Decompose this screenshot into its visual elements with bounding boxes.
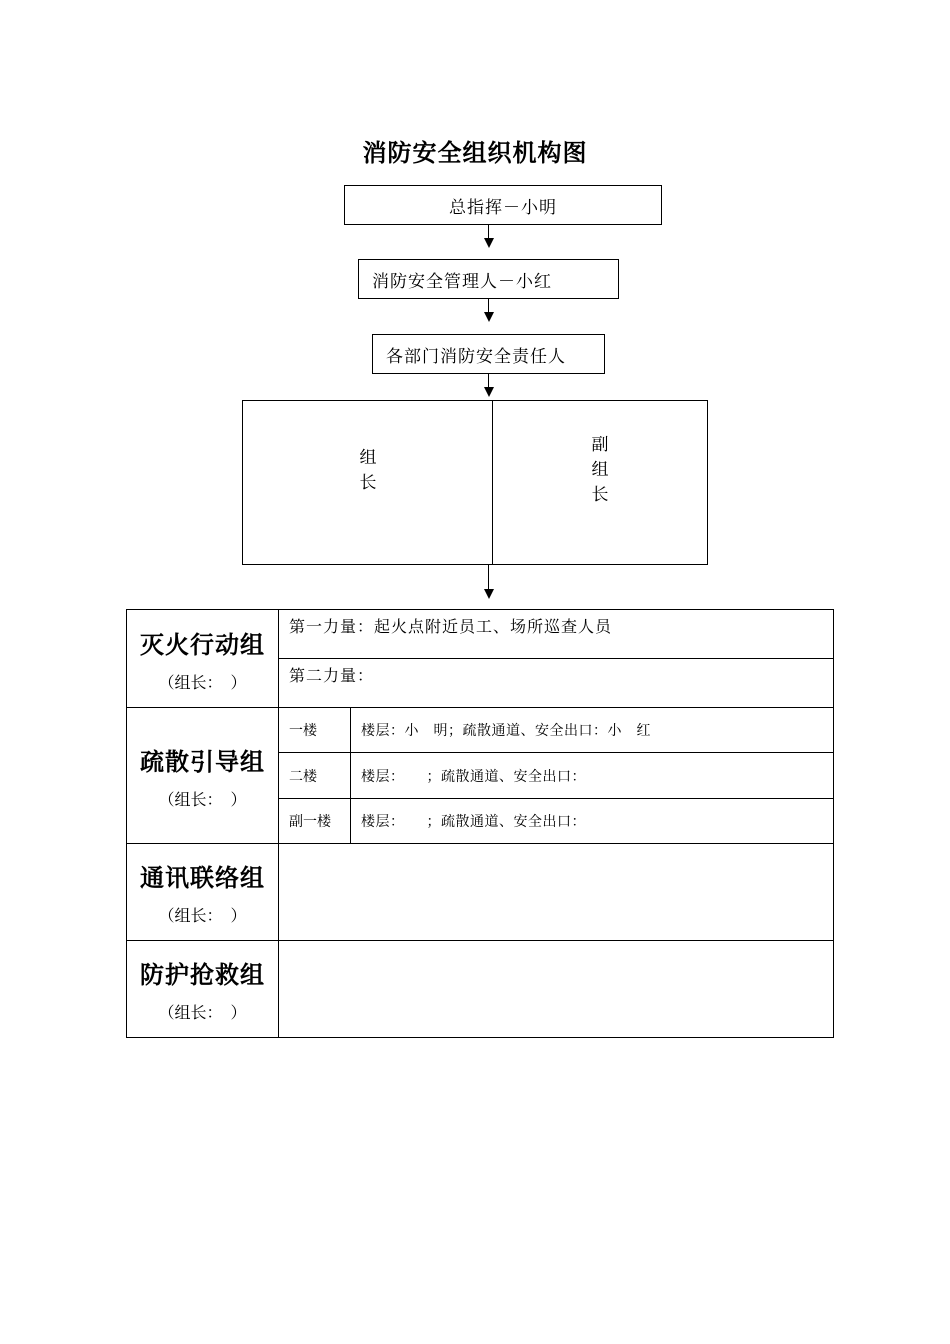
comm-group-name: 通讯联络组 (140, 863, 265, 892)
safety-manager-label: 消防安全管理人－小红 (372, 271, 552, 292)
arrow-down-icon (484, 387, 494, 397)
commander-label: 总指挥－小明 (449, 197, 557, 218)
rescue-group-content (279, 941, 834, 1038)
fire-group-name: 灭火行动组 (140, 629, 265, 659)
safety-manager-box (358, 259, 619, 299)
groups-table (126, 609, 834, 1038)
floor-assignment-cell: 楼层： ；疏散通道、安全出口： (351, 753, 834, 799)
deputy-leader-label (588, 433, 612, 508)
leaders-box (242, 400, 708, 565)
floor-assignment-cell: 楼层：小 明；疏散通道、安全出口：小 红 (351, 708, 834, 753)
first-force-cell: 第一力量：起火点附近员工、场所巡查人员 (279, 610, 834, 659)
commander-box (344, 185, 662, 225)
deputy-leader-char: 组 (591, 460, 609, 480)
rescue-group-leader: （组长： ） (158, 1003, 247, 1022)
connector-line (488, 299, 489, 313)
evac-group-cell (127, 708, 279, 844)
connector-line (488, 225, 489, 239)
table-row (127, 844, 834, 941)
leaders-divider (492, 400, 493, 565)
arrow-down-icon (484, 589, 494, 599)
table-row (127, 610, 834, 659)
second-force-cell: 第二力量： (279, 659, 834, 708)
evac-group-leader: （组长： ） (158, 789, 247, 809)
comm-group-content (279, 844, 834, 941)
arrow-down-icon (484, 312, 494, 322)
rescue-group-name: 防护抢救组 (140, 960, 265, 989)
fire-group-cell (127, 610, 279, 708)
comm-group-leader: （组长： ） (158, 906, 247, 925)
table-row (127, 708, 834, 753)
group-leader-label (356, 446, 380, 496)
department-responsible-label: 各部门消防安全责任人 (386, 346, 566, 367)
floor-cell: 二楼 (279, 753, 351, 799)
connector-line (488, 565, 489, 589)
deputy-leader-char: 长 (591, 485, 609, 505)
page-title: 消防安全组织机构图 (362, 138, 588, 167)
floor-assignment-cell: 楼层： ；疏散通道、安全出口： (351, 799, 834, 844)
rescue-group-cell (127, 941, 279, 1038)
floor-cell: 副一楼 (279, 799, 351, 844)
floor-cell: 一楼 (279, 708, 351, 753)
evac-group-name: 疏散引导组 (140, 746, 265, 776)
deputy-leader-char: 副 (591, 435, 609, 455)
group-leader-char: 长 (359, 473, 377, 493)
arrow-down-icon (484, 238, 494, 248)
group-leader-char: 组 (359, 448, 377, 468)
comm-group-cell (127, 844, 279, 941)
connector-line (488, 374, 489, 388)
department-responsible-box (372, 334, 605, 374)
fire-group-leader: （组长： ） (158, 672, 247, 692)
table-row (127, 941, 834, 1038)
